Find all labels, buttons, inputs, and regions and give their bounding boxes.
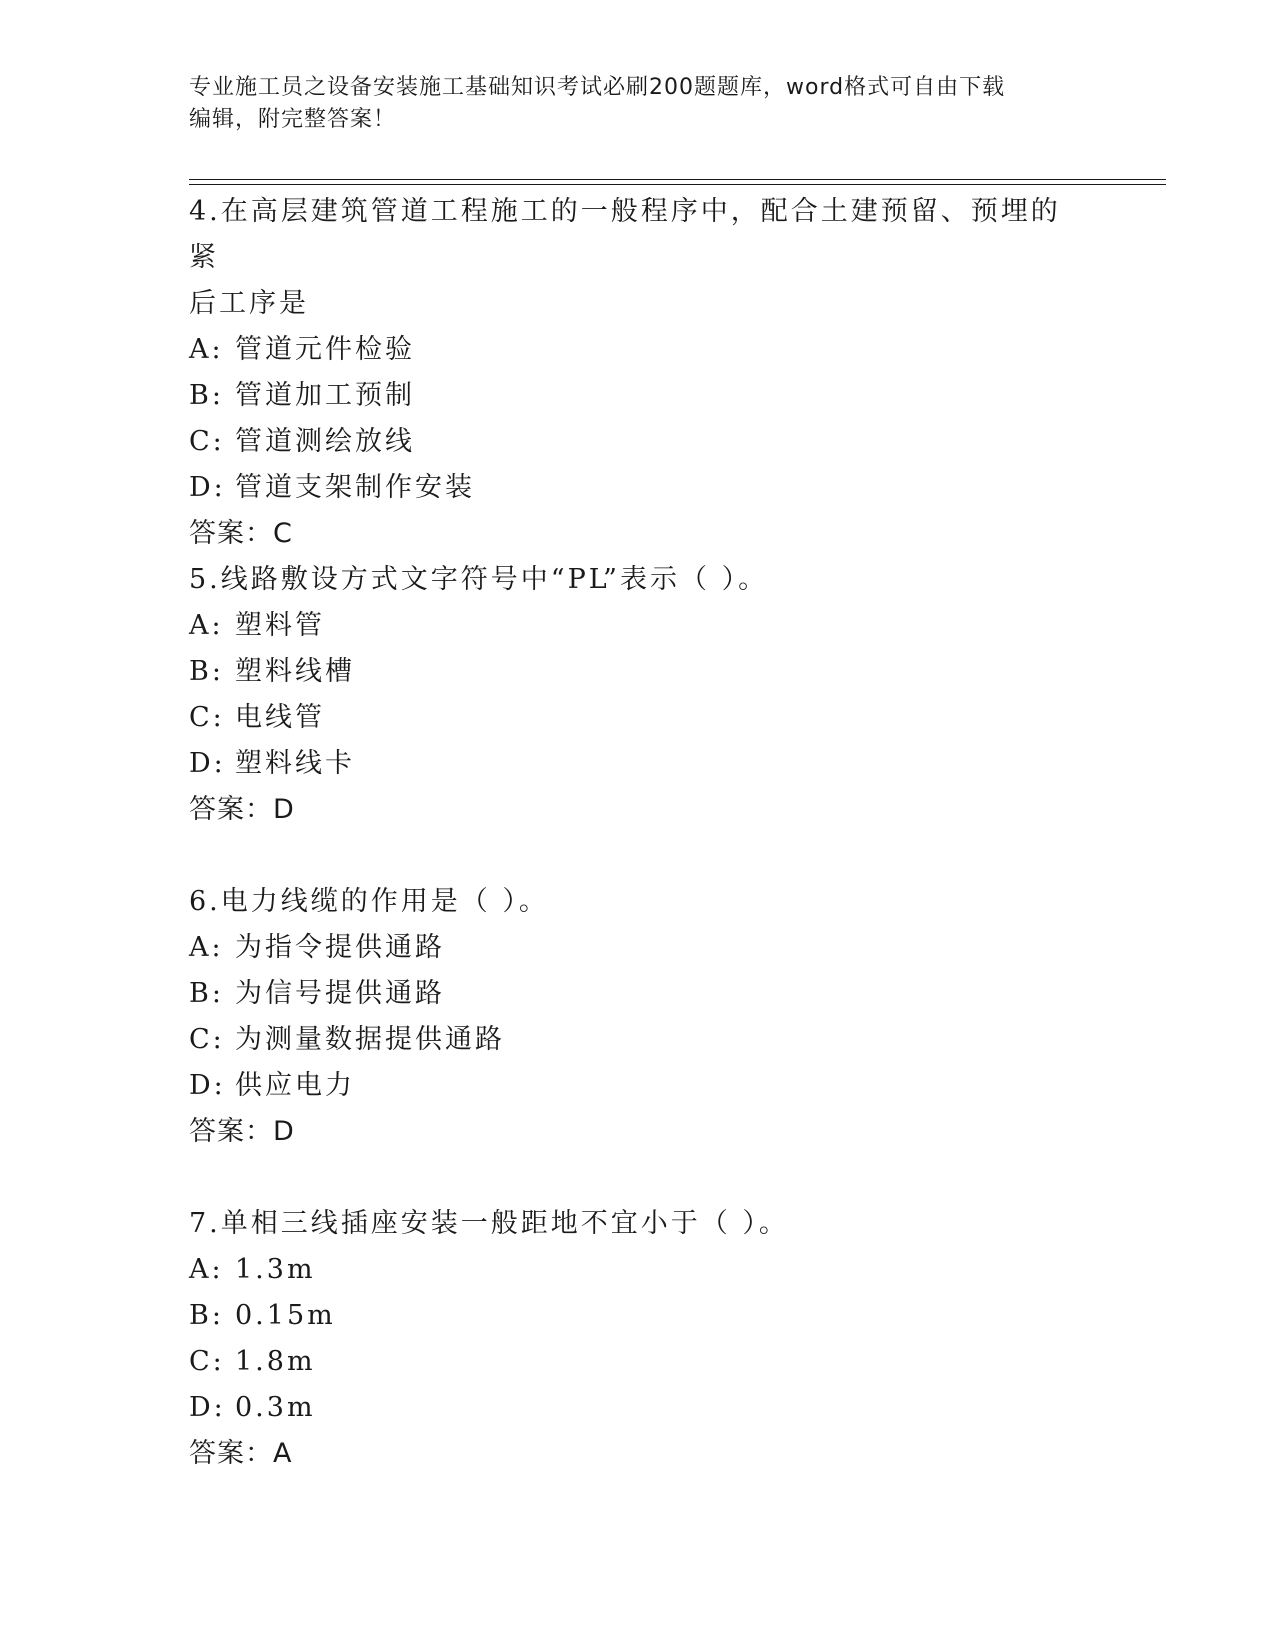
option-d [189, 741, 1089, 787]
header-divider-bottom [189, 184, 1166, 185]
option-c [189, 419, 1089, 465]
option-label: C: [189, 1024, 225, 1055]
question-stem [189, 557, 1089, 603]
answer-line: 答案：A [189, 1438, 293, 1469]
header-line-1: 专业施工员之设备安装施工基础知识考试必刷200题题库，word格式可自由下载 [189, 75, 1006, 100]
option-text: 管道元件检验 [235, 334, 415, 365]
option-text: 1.3m [235, 1254, 316, 1285]
option-a [189, 1247, 1089, 1293]
question-stem-line: 后工序是 [189, 288, 309, 319]
option-a [189, 327, 1089, 373]
question-stem-line: 7.单相三线插座安装一般距地不宜小于（ ）。 [189, 1208, 789, 1239]
option-text: 管道测绘放线 [235, 426, 415, 457]
option-text: 为指令提供通路 [235, 932, 445, 963]
question-4 [189, 189, 1089, 557]
option-text: 为信号提供通路 [235, 978, 445, 1009]
option-label: A: [189, 610, 224, 641]
option-text: 供应电力 [235, 1070, 355, 1101]
question-5 [189, 557, 1089, 833]
option-label: A: [189, 334, 224, 365]
option-a [189, 603, 1089, 649]
option-text: 管道加工预制 [235, 380, 415, 411]
answer-line: 答案：C [189, 518, 293, 549]
option-label: D: [189, 748, 226, 779]
option-label: D: [189, 472, 226, 503]
option-text: 管道支架制作安装 [235, 472, 475, 503]
question-stem [189, 1201, 1089, 1247]
option-label: B: [189, 380, 224, 411]
option-text: 0.15m [235, 1300, 336, 1331]
option-label: C: [189, 1346, 225, 1377]
question-stem [189, 879, 1089, 925]
header-divider-top [189, 179, 1166, 180]
option-label: B: [189, 1300, 224, 1331]
option-label: B: [189, 656, 224, 687]
question-stem-line: 6.电力线缆的作用是（ ）。 [189, 886, 549, 917]
option-d [189, 465, 1089, 511]
option-d [189, 1063, 1089, 1109]
option-c [189, 1017, 1089, 1063]
option-label: D: [189, 1392, 226, 1423]
option-text: 为测量数据提供通路 [235, 1024, 505, 1055]
option-b [189, 649, 1089, 695]
question-stem-line: 5.线路敷设方式文字符号中“PL”表示（ ）。 [189, 564, 769, 595]
option-label: A: [189, 932, 224, 963]
option-label: A: [189, 1254, 224, 1285]
option-text: 塑料管 [235, 610, 325, 641]
option-b [189, 1293, 1089, 1339]
option-d [189, 1385, 1089, 1431]
option-text: 0.3m [235, 1392, 316, 1423]
option-label: C: [189, 426, 225, 457]
option-label: B: [189, 978, 224, 1009]
answer-line: 答案：D [189, 1116, 295, 1147]
option-label: D: [189, 1070, 226, 1101]
option-text: 塑料线卡 [235, 748, 355, 779]
question-stem [189, 189, 1089, 327]
document-header [189, 72, 1089, 136]
option-b [189, 373, 1089, 419]
question-6 [189, 879, 1089, 1155]
option-text: 塑料线槽 [235, 656, 355, 687]
answer-line: 答案：D [189, 794, 295, 825]
option-text: 电线管 [235, 702, 325, 733]
option-c [189, 1339, 1089, 1385]
header-line-2: 编辑，附完整答案！ [189, 107, 397, 132]
option-label: C: [189, 702, 225, 733]
option-text: 1.8m [235, 1346, 316, 1377]
option-b [189, 971, 1089, 1017]
question-7 [189, 1201, 1089, 1477]
question-stem-line: 4.在高层建筑管道工程施工的一般程序中，配合土建预留、预埋的紧 [189, 196, 1061, 273]
option-a [189, 925, 1089, 971]
option-c [189, 695, 1089, 741]
